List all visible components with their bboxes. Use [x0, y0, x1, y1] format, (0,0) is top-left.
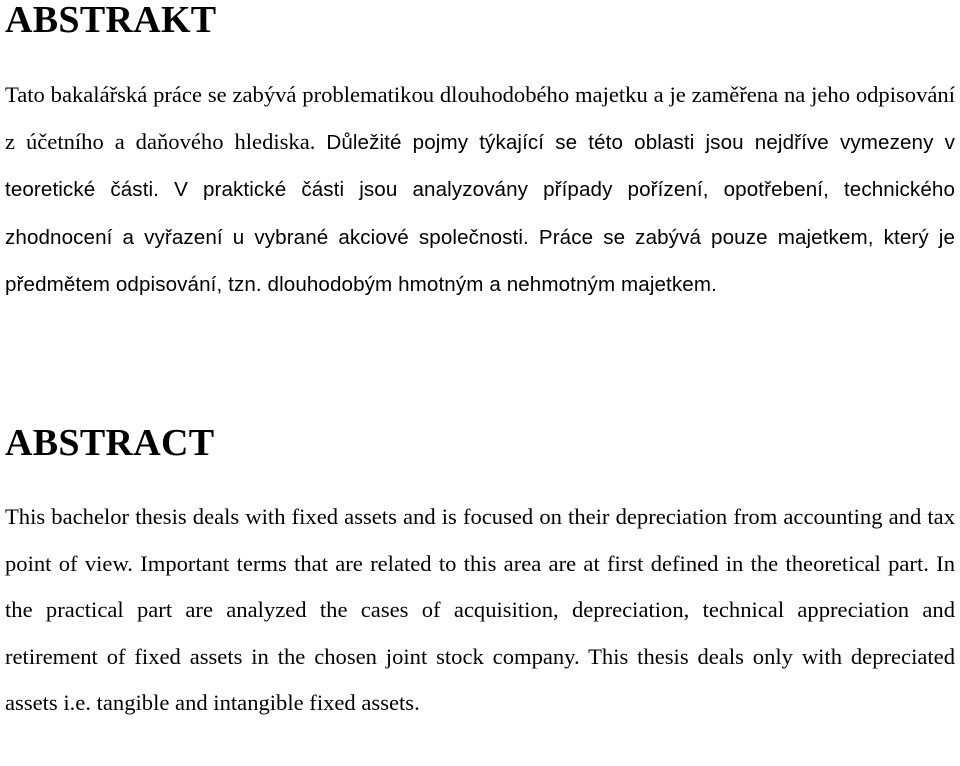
czech-abstract-continuation: Důležité pojmy týkající se této oblasti jsou nejdříve vymezeny v teoretické části. V praktické části jsou analyzovány případy pořízení, opotřebení, technického zhodnocení a vyřazení u vybrané akciové společnosti. Práce se zabývá pouze majetkem, který je předmětem odpisování, tzn. dlouhodobým hmotným a nehmotným majetkem. [5, 130, 955, 296]
czech-abstract-paragraph [5, 72, 955, 309]
english-abstract-paragraph: This bachelor thesis deals with fixed assets and is focused on their depreciation from accounting and tax point of view. Important terms that are related to this area are at first defined in the theoretical part. In the practical part are analyzed the cases of acquisition, depreciation, technical appreciation and retirement of fixed assets in the chosen joint stock company. This thesis deals only with depreciated assets i.e. tangible and intangible fixed assets. [5, 504, 955, 715]
czech-abstract-heading: ABSTRAKT [5, 0, 217, 41]
english-abstract-heading: ABSTRACT [5, 422, 215, 464]
czech-abstract-sentence-1: Tato bakalářská práce se zabývá problematikou dlouhodobého majetku a je zaměřena na jeho odpisování z účetního a daňového hlediska. [5, 82, 955, 154]
